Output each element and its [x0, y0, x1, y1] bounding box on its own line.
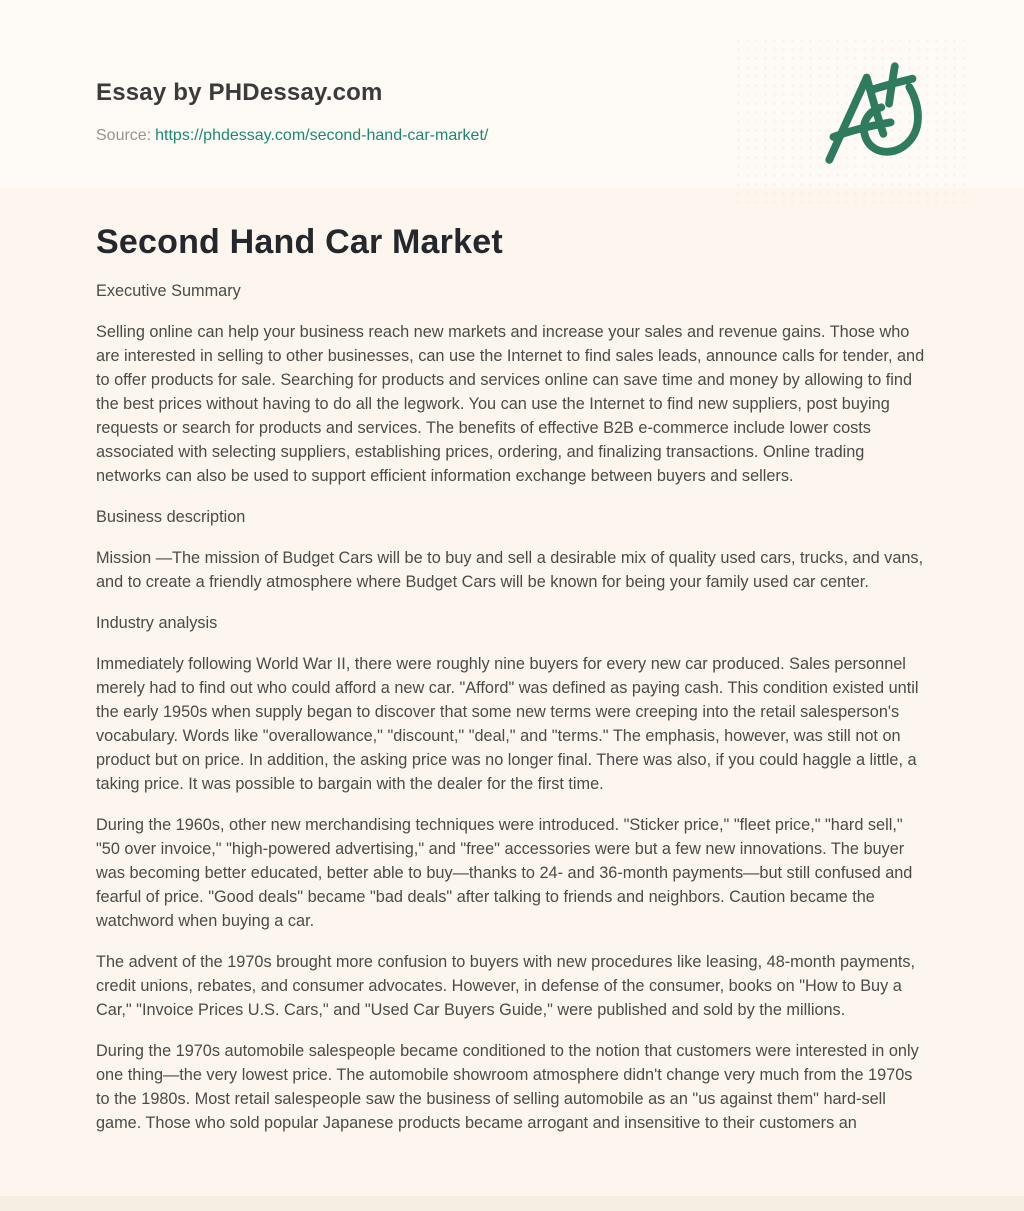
essay-paragraph-executive-summary: Executive Summary	[96, 282, 241, 300]
a-plus-logo-icon	[822, 56, 926, 168]
essay-paragraph-industry-analysis: Industry analysis	[96, 614, 218, 632]
next-section-edge	[0, 1196, 1024, 1211]
page-title: Second Hand Car Market	[96, 223, 503, 261]
source-label: Source:	[96, 127, 152, 144]
essay-paragraph: During the 1960s, other new merchandising techniques were introduced. "Sticker price," "fleet price," "hard sell," "50 over invoice," "high-powered advertising," and "free" accessories were but a few new innovations. The buyer was becoming better educated, better able to buy—thanks to 24- and 36-month payments—but still confused and fearful of price. "Good deals" became "bad deals" after talking to friends and neighbors. Caution became the watchword when buying a car.	[96, 816, 913, 930]
essay-article	[0, 188, 1024, 1135]
essay-paragraph: Mission —The mission of Budget Cars will be to buy and sell a desirable mix of quality used cars, trucks, and vans, and to create a friendly atmosphere where Budget Cars will be known for being your family used car center.	[96, 549, 924, 591]
essay-paragraph-business-description: Business description	[96, 508, 246, 526]
page-header	[0, 0, 1024, 188]
brand-title: Essay by PHDessay.com	[96, 79, 383, 106]
essay-paragraph: The advent of the 1970s brought more confusion to buyers with new procedures like leasing, 48-month payments, credit unions, rebates, and consumer advocates. However, in defense of the consumer, books on "How to Buy a Car," "Invoice Prices U.S. Cars," and "Used Car Buyers Guide," were published and sold by the millions.	[96, 953, 916, 1019]
essay-paragraph: Immediately following World War II, there were roughly nine buyers for every new car produced. Sales personnel merely had to find out who could afford a new car. "Afford" was defined as paying cash. This condition existed until the early 1950s when supply began to discover that some new terms were creeping into the retail salesperson's vocabulary. Words like "overallowance," "discount," "deal," and "terms." The emphasis, however, was still not on product but on price. In addition, the asking price was no longer final. There was also, if you could haggle a little, a taking price. It was possible to bargain with the dealer for the first time.	[96, 655, 919, 793]
source-line	[96, 125, 928, 147]
essay-paragraph: Selling online can help your business reach new markets and increase your sales and revenue gains. Those who are interested in selling to other businesses, can use the Internet to find sales leads, announce calls for tender, and to offer products for sale. Searching for products and services online can save time and money by allowing to find the best prices without having to do all the legwork. You can use the Internet to find new suppliers, post buying requests or search for products and services. The benefits of effective B2B e-commerce include lower costs associated with selecting suppliers, establishing prices, ordering, and finalizing transactions. Online trading networks can also be used to support efficient information exchange between buyers and sellers.	[96, 323, 925, 485]
source-link[interactable]: https://phdessay.com/second-hand-car-market/	[155, 127, 489, 144]
essay-paragraph: During the 1970s automobile salespeople became conditioned to the notion that customers were interested in only one thing—the very lowest price. The automobile showroom atmosphere didn't change very much from the 1970s to the 1980s. Most retail salespeople saw the business of selling automobile as an "us against them" hard-sell game. Those who sold popular Japanese products became arrogant and insensitive to their customers an	[96, 1042, 919, 1132]
